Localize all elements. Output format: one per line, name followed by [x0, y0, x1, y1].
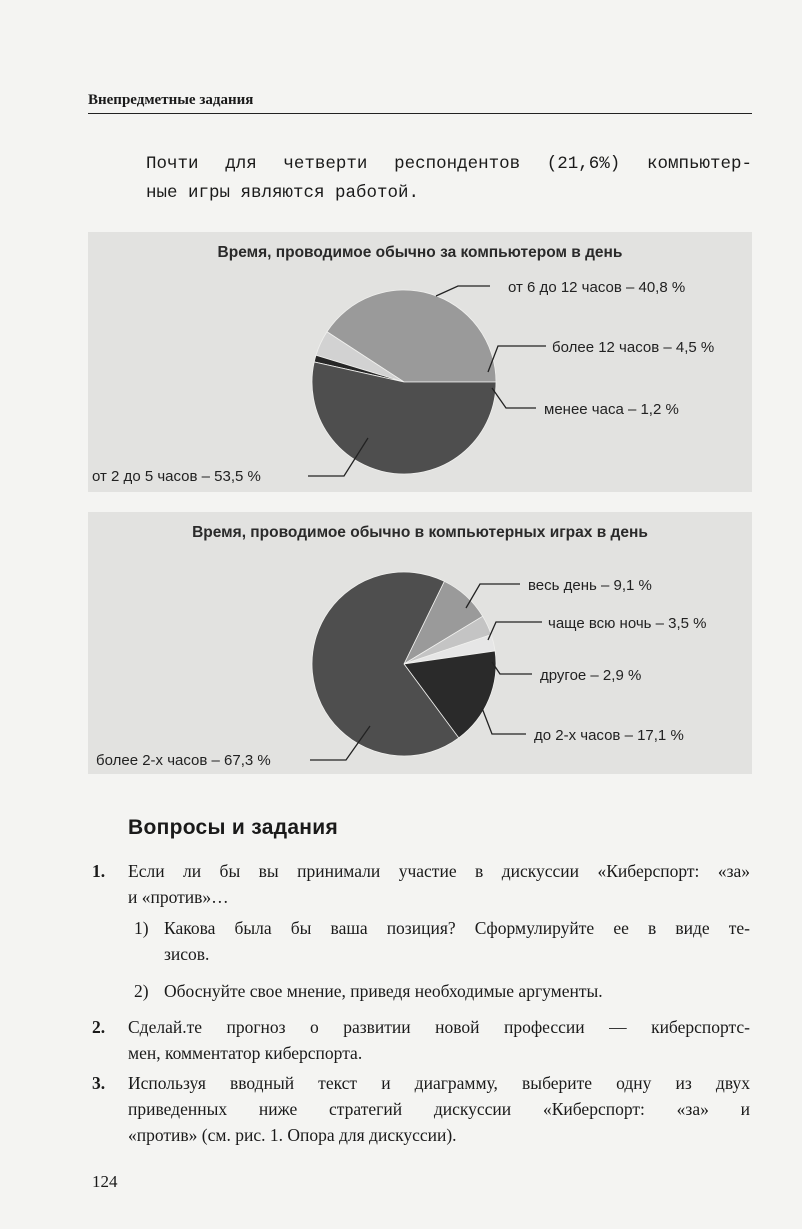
question-2 — [92, 1014, 750, 1066]
question-text-line: Сделай.те прогноз о развитии новой профессии — киберспортс- — [128, 1017, 750, 1037]
leader-line — [492, 662, 532, 674]
pie-label: более 12 часов – 4,5 % — [552, 339, 715, 356]
leader-line — [488, 346, 546, 372]
leader-line — [488, 622, 542, 640]
question-text-line: Если ли бы вы принимали участие в дискуссии «Киберспорт: «за» — [128, 861, 750, 881]
computer-time-chart — [88, 232, 752, 492]
question-text-line: зисов. — [164, 944, 210, 964]
chart-title: Время, проводимое обычно за компьютером в день — [217, 244, 623, 261]
pie-label: до 2-х часов – 17,1 % — [534, 727, 684, 744]
pie-label: от 6 до 12 часов – 40,8 % — [508, 279, 686, 296]
question-text-line: Какова была бы ваша позиция? Сформулируйте ее в виде те- — [164, 918, 750, 938]
question-text-line: мен, комментатор киберспорта. — [128, 1043, 363, 1063]
sub-question-number: 2) — [134, 981, 149, 1001]
page-number: 124 — [92, 1172, 118, 1191]
question-number: 3. — [92, 1073, 106, 1093]
pie-label: от 2 до 5 часов – 53,5 % — [92, 468, 261, 485]
question-text-line: и «против»… — [128, 887, 229, 907]
gaming-time-chart — [88, 512, 752, 774]
question-3 — [92, 1070, 750, 1148]
running-header: Внепредметные задания — [88, 92, 752, 114]
leader-line — [436, 286, 490, 296]
pie-label: чаще всю ночь – 3,5 % — [548, 615, 707, 632]
pie-label: более 2-х часов – 67,3 % — [96, 752, 271, 769]
chart-title: Время, проводимое обычно в компьютерных играх в день — [192, 524, 648, 541]
intro-line-2: ные игры являются работой. — [146, 183, 420, 203]
question-text-line: Обоснуйте свое мнение, приведя необходимые аргументы. — [164, 981, 603, 1001]
leader-line — [482, 708, 526, 734]
question-text-line: приведенных ниже стратегий дискуссии «Киберспорт: «за» и — [128, 1099, 750, 1119]
leader-line — [492, 388, 536, 408]
intro-line-1: Почти для четверти респондентов (21,6%) компьютер- — [146, 154, 752, 174]
question-number: 1. — [92, 861, 106, 881]
intro-paragraph — [146, 150, 752, 208]
question-text-line: «против» (см. рис. 1. Опора для дискуссии). — [128, 1125, 457, 1145]
question-text-line: Используя вводный текст и диаграмму, выберите одну из двух — [128, 1073, 750, 1093]
question-1 — [92, 858, 750, 910]
pie-label: весь день – 9,1 % — [528, 577, 652, 594]
question-1-sub-1 — [134, 915, 750, 967]
sub-question-number: 1) — [134, 918, 149, 938]
pie-label: другое – 2,9 % — [540, 667, 642, 684]
pie-label: менее часа – 1,2 % — [544, 401, 679, 418]
question-1-sub-2 — [134, 978, 750, 1004]
question-number: 2. — [92, 1017, 106, 1037]
pie-chart-gaming-time — [88, 512, 752, 774]
pie-chart-computer-time — [88, 232, 752, 492]
questions-heading: Вопросы и задания — [128, 816, 339, 839]
